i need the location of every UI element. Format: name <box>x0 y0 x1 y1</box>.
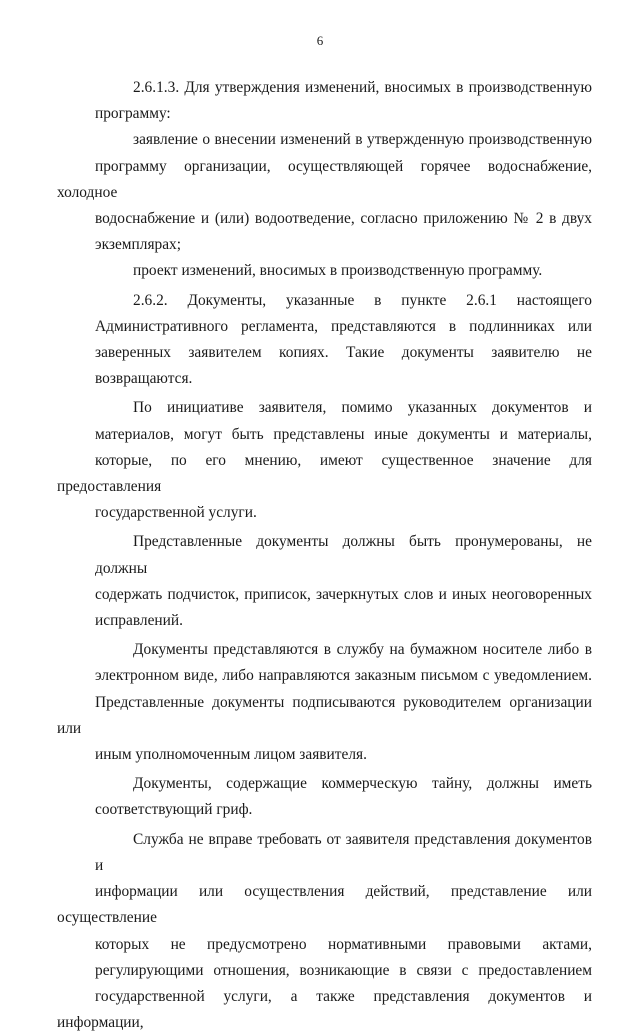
paragraph-initiative <box>57 395 592 526</box>
text-line: электронном виде, либо направляются заказным письмом с уведомлением. <box>95 667 592 685</box>
paragraph-application <box>57 127 592 258</box>
text-line: содержать подчисток, приписок, зачеркнутых слов и иных неоговоренных <box>95 585 592 603</box>
text-line: водоснабжение и (или) водоотведение, согласно приложению № 2 в двух <box>95 210 592 228</box>
paragraph-2-6-1-3 <box>95 75 592 127</box>
text-line: исправлений. <box>95 612 183 630</box>
paragraph-commercial-secret <box>95 771 592 823</box>
text-line: Представленные документы должны быть пронумерованы, не должны <box>95 533 592 577</box>
text-line: иным уполномоченным лицом заявителя. <box>95 746 367 764</box>
paragraph-submission <box>57 637 592 768</box>
text-line: проект изменений, вносимых в производственную программу. <box>133 262 543 280</box>
text-line: государственной услуги, а также представления документов и информации, <box>57 987 592 1032</box>
paragraph-numbering <box>95 529 592 634</box>
text-line: 2.6.1.3. Для утверждения изменений, вносимых в производственную <box>133 79 592 96</box>
text-line: Административного регламента, представляются в подлинниках или <box>95 317 592 335</box>
document-body <box>57 75 592 1036</box>
text-line: соответствующий гриф. <box>95 801 253 819</box>
text-line: материалов, могут быть представлены иные документы и материалы, <box>95 425 592 443</box>
text-line: экземплярах; <box>95 236 182 254</box>
text-line: Документы представляются в службу на бумажном носителе либо в <box>133 641 592 659</box>
text-line: заявление о внесении изменений в утвержденную производственную <box>133 131 592 149</box>
text-line: государственной услуги. <box>95 504 257 522</box>
text-line: По инициативе заявителя, помимо указанных документов и <box>133 399 592 417</box>
text-line: заверенных заявителем копиях. Такие документы заявителю не <box>95 344 592 362</box>
text-line: которые, по его мнению, имеют существенное значение для предоставления <box>57 451 592 496</box>
text-line: Служба не вправе требовать от заявителя представления документов и <box>95 830 592 874</box>
text-line: Представленные документы подписываются руководителем организации или <box>57 693 592 737</box>
text-line: Документы, содержащие коммерческую тайну, должны иметь <box>133 775 592 793</box>
text-line: программу: <box>95 105 171 123</box>
text-line: информации или осуществления действий, представление или осуществление <box>57 883 592 927</box>
text-line: которых не предусмотрено нормативными правовыми актами, <box>95 935 592 953</box>
page-number: 6 <box>316 33 324 48</box>
text-line: возвращаются. <box>95 370 193 388</box>
paragraph-2-6-2 <box>95 288 592 393</box>
text-line: регулирующими отношения, возникающие в связи с предоставлением <box>95 961 592 979</box>
paragraph-draft-changes <box>95 258 592 284</box>
paragraph-service-restrictions <box>57 827 592 1036</box>
text-line: 2.6.2. Документы, указанные в пункте 2.6.1 настоящего <box>133 291 592 309</box>
text-line: программу организации, осуществляющей горячее водоснабжение, холодное <box>57 157 592 201</box>
